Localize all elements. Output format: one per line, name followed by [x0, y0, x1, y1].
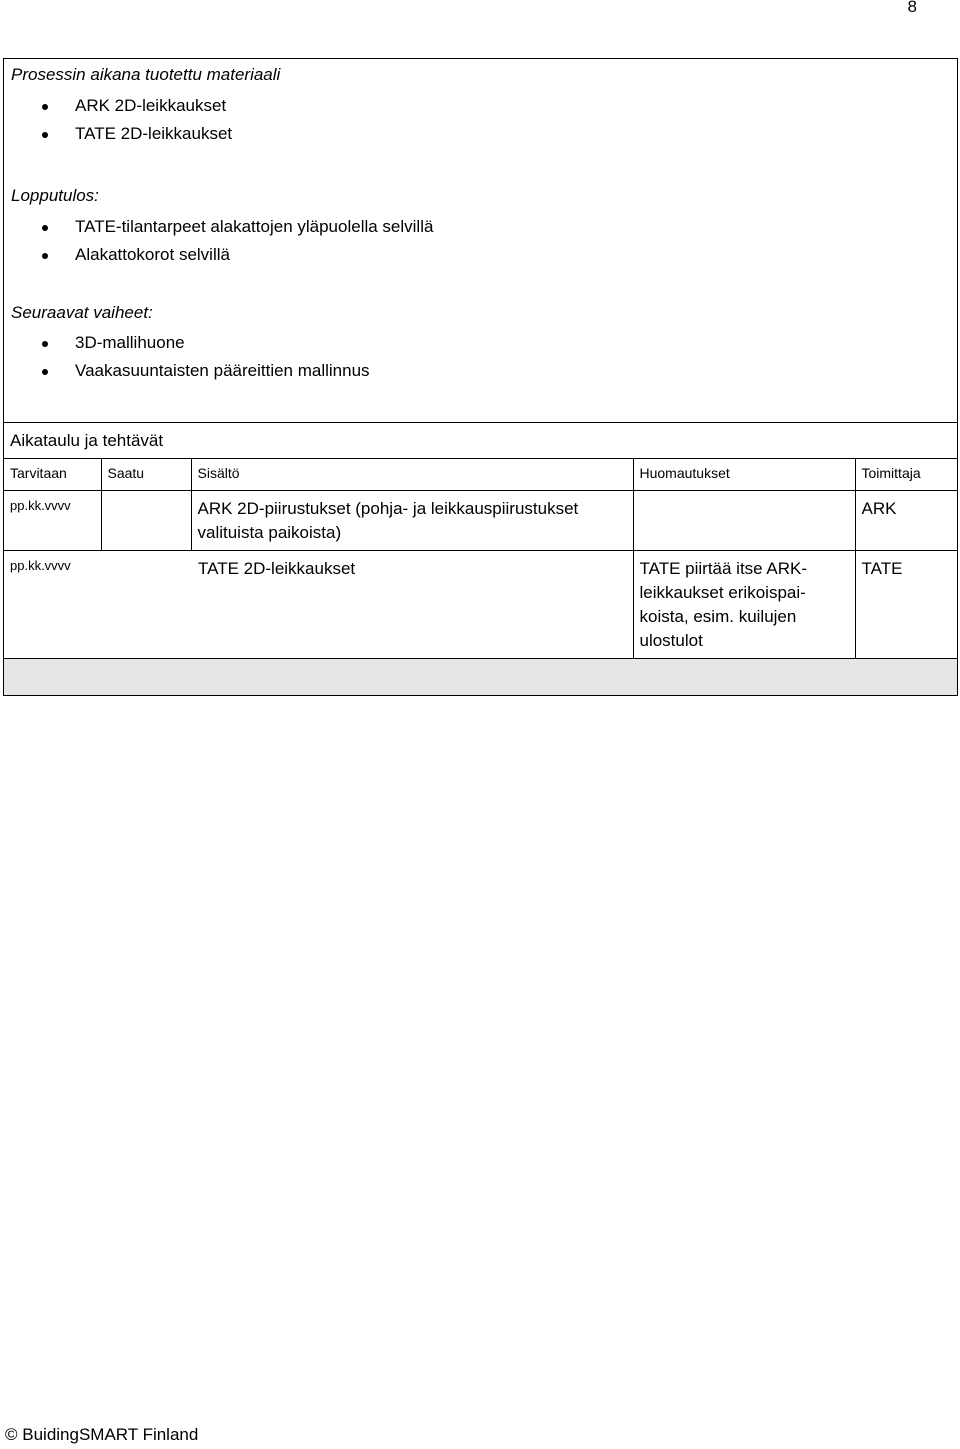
received-content-cell [101, 550, 633, 658]
needed-cell: pp.kk.vvvv [4, 490, 101, 550]
next-step-item: 3D-mallihuone [75, 333, 185, 352]
schedule-header [4, 423, 957, 459]
column-header: Toimittaja [855, 459, 957, 490]
bullet-icon [42, 132, 48, 138]
outcome-item: TATE-tilantarpeet alakattojen yläpuolella selvillä [75, 217, 434, 236]
bullet-icon [42, 225, 48, 231]
footer-copyright: © BuidingSMART Finland [5, 1425, 199, 1444]
column-header: Huomautukset [633, 459, 855, 490]
document-table [3, 58, 958, 696]
process-summary [4, 59, 957, 423]
schedule-title: Aikataulu ja tehtävät [10, 431, 164, 450]
bullet-icon [42, 253, 48, 259]
notes-cell [633, 490, 855, 550]
table-row [4, 550, 957, 658]
received-text: TATE 2D-leikkaukset [198, 558, 356, 578]
notes-cell: TATE piirtää itse ARK-leikkaukset erikoispai-koista, esim. kuilujen ulostulot [633, 550, 855, 658]
outcome-item: Alakattokorot selvillä [75, 245, 230, 264]
bullet-icon [42, 341, 48, 347]
material-heading: Prosessin aikana tuotettu materiaali [11, 65, 281, 84]
supplier-cell: TATE [855, 550, 957, 658]
page-number: 8 [907, 0, 917, 16]
next-step-item: Vaakasuuntaisten pääreittien mallinnus [75, 361, 370, 380]
needed-cell: pp.kk.vvvv [4, 550, 101, 658]
table-header-row [4, 459, 957, 490]
supplier-cell: ARK [855, 490, 957, 550]
table-row [4, 490, 957, 550]
received-cell [101, 490, 191, 550]
next-steps-heading: Seuraavat vaiheet: [11, 303, 153, 322]
material-item: ARK 2D-leikkaukset [75, 96, 227, 115]
bullet-icon [42, 104, 48, 110]
column-header: Tarvitaan [4, 459, 101, 490]
column-header: Sisältö [191, 459, 633, 490]
column-header: Saatu [101, 459, 191, 490]
content-cell: ARK 2D-piirustukset (pohja- ja leikkauspiirustukset valituista paikoista) [191, 490, 633, 550]
outcome-heading: Lopputulos: [11, 186, 99, 205]
bullet-icon [42, 369, 48, 375]
grey-footer-bar [4, 659, 957, 695]
material-item: TATE 2D-leikkaukset [75, 124, 233, 143]
tasks-table [4, 459, 957, 659]
